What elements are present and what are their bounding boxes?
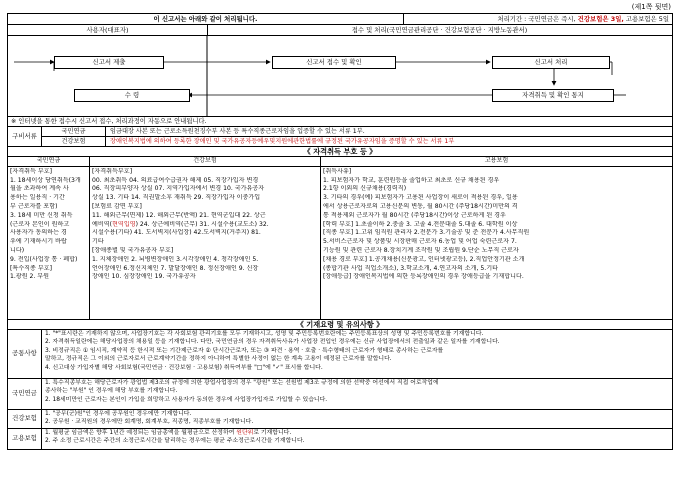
flow-receipt-box: 수 령 — [74, 89, 190, 102]
note-line: 3. 비정규직은 ① 임시직, 계약직 등 한시적 또는 기간제근로자 ② 단시간근로자, 또는 ③ 파견 · 용역 · 호출 · 특수형태의 근로자가 형태로 종사하는 근로자를 — [45, 347, 444, 354]
notes-row — [8, 379, 672, 410]
code-line: 니다) — [10, 246, 25, 254]
code-line: (근로자 본인이 원하고 — [10, 220, 70, 228]
code-line: 우에 기재하시기 바랍 — [10, 238, 67, 246]
code-line: 에서 상용근로자로의 고용신분의 변동, 월 80시간 (주당18시간)미만의 격 — [323, 202, 518, 210]
code-line: 06. 직장피부양자 상실 07. 지역가입자에서 변경 10. 국가유공자 — [92, 185, 265, 193]
code-line: 장애인 10. 심장장애인 19. 국가유공자 — [92, 273, 196, 281]
code-line: [직종 부호] 1.고위 임직원 관리자 2.전문가 3.기술공 및 준 전문가 4.사무직원 — [323, 229, 530, 237]
note-line: 1. 월평균 임금액은 향후 1년간 예정되는 임금총액을 월평균으로 산정하여 원단위로 기재합니다. — [45, 430, 292, 436]
note-line: 1. 특수직종부호는 해당근로자가 광업법 제3조의 규정에 의한 광업사업장의 경우 "광원" 또는 선원법 제3조 규정에 의한 선박중 어선에서 직접 어로작업에 — [45, 380, 439, 386]
code-line: [자격취득부호] — [92, 167, 133, 175]
code-line: 시설수용(기타) 41. 도서벽지(사업장) 42.도서벽지(거주지) 81. — [92, 229, 261, 237]
note-line: 2. 주 소정 근로시간은 주간의 소정근로시간을 달리하는 경우에는 평균 주소정근로시간을 기재합니다. — [45, 438, 305, 445]
flow-arrows — [8, 25, 672, 117]
code-line: 1. 피보험자가 학교, 훈련원등을 졸업하고 최초로 신규 채용된 경우 — [323, 176, 500, 184]
code-line: 언어장애인 6.정신지체인 7. 발달장애인 8. 정신장애인 9. 신장 — [92, 264, 259, 272]
code-line: 1. 18세이상 당연취득(3개 — [10, 176, 81, 184]
notes-table — [7, 329, 673, 450]
codes-title: 《 자격취득 부호 등 》 — [7, 146, 673, 156]
docs-row-pension: 국민연금 임금대장 사본 또는 근로소득원천징수부 사본 등 특수직종근로자임을 입증할 수 있는 서류 1부. — [42, 127, 672, 137]
flow-col-employer: 사용자(대표자) — [8, 25, 208, 36]
code-line: 1. 지체장애인 2. 뇌병변장애인 3.시각장애인 4. 청각장애인 5. — [92, 255, 259, 263]
processing-title: 이 신고서는 아래와 같이 처리됩니다. — [8, 14, 404, 24]
code-line: [자격취득 부호] — [10, 167, 53, 175]
code-line: 상실 13. 기타 14. 직권말소후 재취득 29. 직장가입자 이중가입 — [92, 194, 261, 202]
flow-receive-box: 신고서 접수 및 확인 — [272, 56, 396, 69]
note-line: 4. 신고대상 가입자별 해당 사회보험(국민연금 · 건강보험 · 고용보험) 취득여부를 "□"에 "✓" 표시를 합니다. — [45, 364, 323, 371]
code-line: 1.광원 2. 부원 — [10, 273, 50, 281]
code-line: 기타 — [92, 238, 104, 246]
notes-row-label: 국민연금 — [8, 379, 42, 409]
code-line: 2.1항 이외의 신규채용(경력직) — [323, 185, 407, 193]
internet-notice: ※ 인터넷을 통한 접수시 신고서 접수, 처리과정이 자동으로 안내됩니다. — [7, 116, 673, 126]
code-line: 사용자가 동의하는 경 — [10, 229, 67, 237]
note-line: 2. 자격취득일란에는 해당사업장의 채용일 등을 기재합니다. 다만, 국민연금의 경우 자격취득사유가 사업장 전입인 경우에는 신규 사업장에서의 전출일과 같은 일자를 기재합니다. — [45, 339, 500, 346]
qualification-codes — [7, 156, 673, 319]
note-line: 말하고, 정규직은 그 이외의 근로자로서 근로계약기간을 정하지 아니하여 특별한 사정이 없는 한 계속 고용이 예정된 근로자를 말합니다. — [45, 356, 392, 363]
required-docs-label: 구비서류 — [8, 127, 42, 146]
note-line: 2. 18세미만인 근로자는 본인이 가입을 희망하고 사용자가 동의한 경우에 사업장가입자로 가입할 수 있습니다. — [45, 396, 328, 403]
code-line: [장애종별 및 국가유공자 부호] — [92, 246, 174, 254]
note-line: 종사하는 "부원" 인 경우에 해당 부호를 기재합니다. — [45, 388, 178, 395]
code-line: 00. 최초취득 04. 의료급여수급권자 해제 05. 직장가입자 변경 — [92, 176, 259, 184]
code-line: 부 근로자를 포함) — [10, 202, 58, 210]
code-line: [장애등급] 장애인복지법에 의한 등록장애인의 경우 장애등급을 기재합니다. — [323, 273, 524, 281]
note-line: 1. "공무(군)원"인 경우에 공무원인 경우에만 기재합니다. — [45, 411, 192, 417]
code-line: 5.서비스근로자 및 상품및 시장판매 근로자 6.농업 및 어업 숙련근로자 7. — [323, 238, 517, 246]
code-line: 기능원 및 관련 근로자 8.장치기계 조작원 및 조립원 9.단순 노무직 근로자 — [323, 246, 519, 254]
notes-row — [8, 410, 672, 429]
docs-row-health: 건강보험 장애인복지법에 의하여 등록한 장애인 및 국가유공자등예우및지원에관한법률에 규정된 국가유공자임을 증명할 수 있는 서류 1부 — [42, 137, 672, 146]
codes-health: 건강보험 [자격취득부호] 00. 최초취득 04. 의료급여수급권자 해제 05. 직장가입자 변경 06. 직장피부양자 상실 07. 지역가입자에서 변경 10. 국가유공자 상실 13. 기타 14. 직권말소후 재취득 29. 직장가입자 이중가입 [보험료 감면 부호] 11. 해외근무(면제) 12. 해외근무(반액) 21. 현역군입대 22. 상근 예비역(현역입영) 24. 상근예비역(근무) 31. 시설수용(교도소) 32. 시설수용(기타) 41. 도서벽지(사업장) 42.도서벽지(거주지) 81. 기타 [장애종별 및 국가유공자 부호] 1. 지체장애인 2. 뇌병변장애인 3.시각장애인 4. 청각장애인 5. 언어장애인 6.정신지체인 7. 발달장애인 8. 정신장애인 9. 신장 장애인 10. 심장장애인 19. 국가유공자 — [90, 157, 321, 319]
deadline-health: 건강보험은 3일, — [577, 15, 624, 23]
code-line: 통 적용제외 근로자가 월 80시간 (주당18시간)이상 근로하게 된 경우 — [323, 211, 506, 219]
code-line: [특수직종 부호] — [10, 264, 53, 272]
code-line: 3. 기타의 경우(예) 피보험자가 고용된 사업장이 새로이 적용된 경우, 일용 — [323, 194, 518, 202]
processing-deadline: 처리기간 : 국민연금은 즉시, 건강보험은 3일, 고용보험은 5일 — [497, 15, 669, 23]
page-side-label: (제1쪽 뒷면) — [631, 3, 671, 11]
code-line: 3. 18세 미만 신청 취득 — [10, 211, 73, 219]
code-line: 용하는 일용직 · 기간 — [10, 194, 65, 202]
process-flow — [7, 24, 673, 116]
flow-col-agency: 접수 및 처리(국민연금관리공단 · 건강보험공단 · 지방노동관서) — [207, 25, 672, 36]
notes-row — [8, 330, 672, 379]
flow-submit-box: 신고서 제출 — [54, 56, 164, 69]
note-line: 2. 공무원 · 교직원의 경우에만 회계명, 회계부호, 직종명, 직종부호를 기재합니다. — [45, 419, 254, 426]
code-line: [채용 경로 부호] 1.공개채용(신문광고, 인터넷광고등), 2.직업안정기관 소개 — [323, 255, 525, 263]
processing-header — [7, 13, 673, 24]
code-line: 예비역(현역입영) 24. 상근예비역(근무) 31. 시설수용(교도소) 32. — [92, 220, 269, 228]
code-line: [취득사유] — [323, 167, 352, 175]
flow-process-box: 신고서 처리 — [492, 56, 610, 69]
code-line: 11. 해외근무(면제) 12. 해외근무(반액) 21. 현역군입대 22. 상근 — [92, 211, 266, 219]
form-back-page — [7, 0, 673, 450]
required-docs — [7, 126, 673, 146]
code-line: [학력 부호] 1.초졸이하 2.중졸 3. 고졸 4.전문대졸 5.대졸 6. 대학원 이상 — [323, 220, 518, 228]
code-line: [보험료 감면 부호] — [92, 202, 142, 210]
code-line: (종합기관 사업 직업소개소), 3.학교소개, 4.연고자의 소개, 5.기타 — [323, 264, 499, 272]
code-line: 9. 전입(사업장 통 · 폐합) — [10, 255, 78, 263]
notes-title: 《 기재요령 및 유의사항 》 — [7, 319, 673, 329]
note-line: 1. "*"표시란은 기재하지 않으며, 사업장기호는 각 사회보험 관리기호를 모두 기재하시고, 성명 및 주민등록번호란에는 주민등록표상의 성명 및 주민등록번호를 기재합니다. — [45, 331, 484, 337]
codes-employment: 고용보험 [취득사유] 1. 피보험자가 학교, 훈련원등을 졸업하고 최초로 신규 채용된 경우 2.1항 이외의 신규채용(경력직) 3. 기타의 경우(예) 피보험자가 고용된 사업장이 새로이 적용된 경우, 일용 에서 상용근로자로의 고용신분의 변동, 월 80시간 (주당18시간)미만의 격 통 적용제외 근로자가 월 80시간 (주당18시간)이상 근로하게 된 경우 [학력 부호] 1.초졸이하 2.중졸 3. 고졸 4.전문대졸 5.대졸 6. 대학원 이상 [직종 부호] 1.고위 임직원 관리자 2.전문가 3.기술공 및 준 전문가 4.사무직원 5.서비스근로자 및 상품및 시장판매 근로자 6.농업 및 어업 숙련근로자 7. 기능원 및 관련 근로자 8.장치기계 조작원 및 조립원 9.단순 노무직 근로자 [채용 경로 부호] 1.공개채용(신문광고, 인터넷광고등), 2.직업안정기관 소개 (종합기관 사업 직업소개소), 3.학교소개, 4.연고자의 소개, 5.기타 [장애등급] 장애인복지법에 의한 등록장애인의 경우 장애등급을 기재합니다. — [321, 157, 672, 319]
notes-row-label: 고용보험 — [8, 429, 42, 449]
flow-notice-box: 자격취득 및 확인 통지 — [492, 89, 614, 102]
notes-row-label: 건강보험 — [8, 410, 42, 428]
code-line: 월을 초과하여 계속 사 — [10, 185, 69, 193]
codes-pension: 국민연금 [자격취득 부호] 1. 18세이상 당연취득(3개 월을 초과하여 계속 사 용하는 일용직 · 기간 부 근로자를 포함) 3. 18세 미만 신청 취득 (근로자 본인이 원하고 사용자가 동의하는 경 우에 기재하시기 바랍 니다) 9. 전입(사업장 통 · 폐합) [특수직종 부호] 1.광원 2. 부원 — [8, 157, 90, 319]
notes-row — [8, 429, 672, 449]
notes-row-label: 공통사항 — [8, 330, 42, 378]
